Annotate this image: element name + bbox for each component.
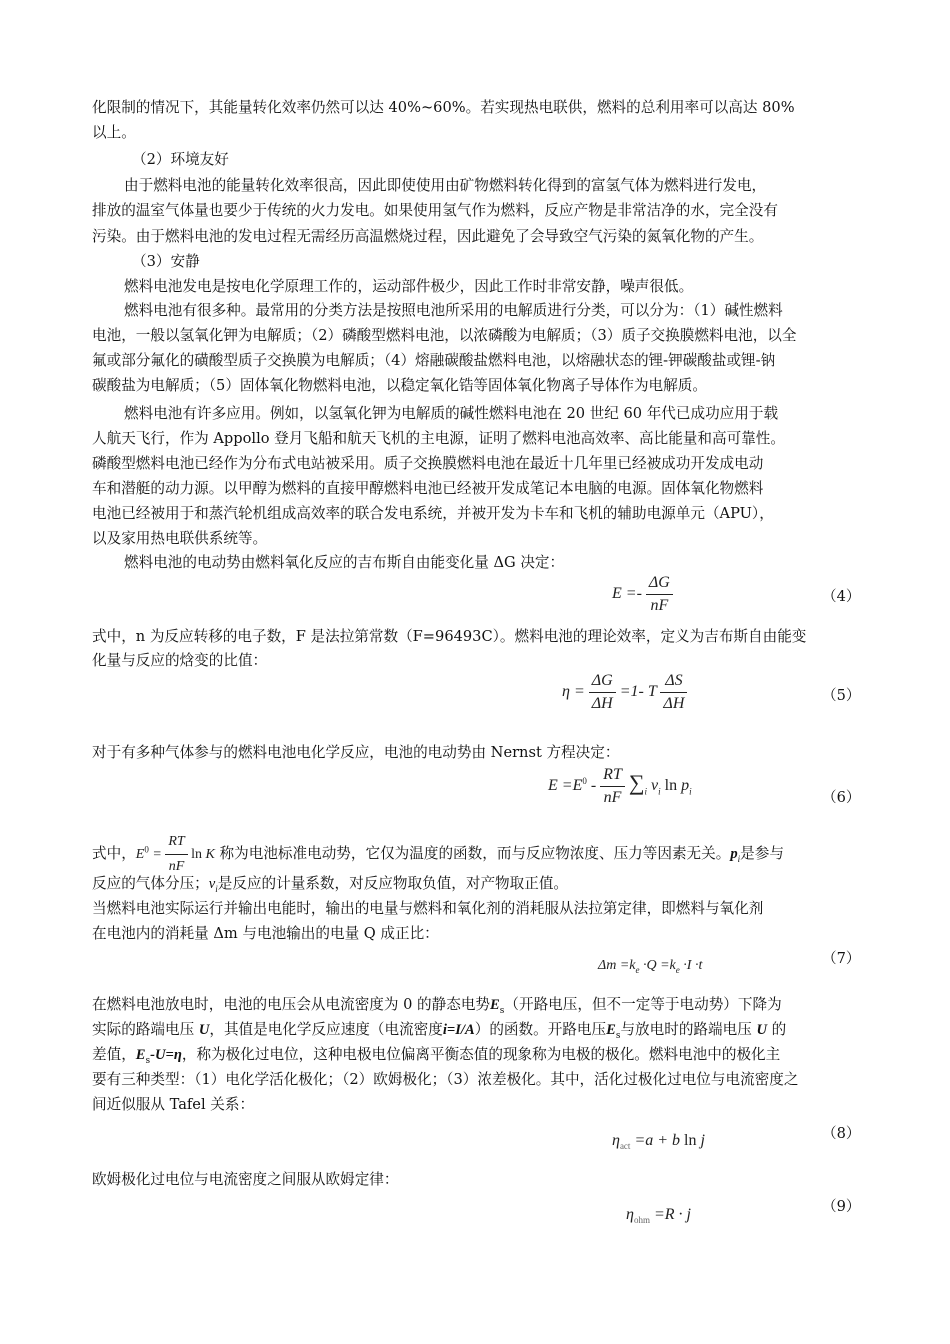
equation-number: （7） xyxy=(822,950,861,967)
text-line: 燃料电池有许多应用。例如，以氢氧化钾为电解质的碱性燃料电池在 20 世纪 60 年代已成功应用于载 xyxy=(124,405,779,422)
text-line: 电池，一般以氢氧化钾为电解质；（2）磷酸型燃料电池，以浓磷酸为电解质；（3）质子交换膜燃料电池，以全 xyxy=(92,327,797,344)
inline-equation: $E^0$ = $\frac{RT}{nF}$ ln K xyxy=(135,834,215,874)
text-line: 污染。由于燃料电池的发电过程无需经历高温燃烧过程，因此避免了会导致空气污染的氮氧化物的产生。 xyxy=(92,228,764,245)
text-line: 燃料电池发电是按电化学原理工作的，运动部件极少，因此工作时非常安静，噪声很低。 xyxy=(124,278,694,295)
text-line: 在电池内的消耗量 Δm 与电池输出的电量 Q 成正比： xyxy=(92,925,439,942)
equation-7: $\Delta m =k_e \cdot Q =k_e \cdot I \cdot t$ xyxy=(598,958,703,975)
text-line: 燃料电池的电动势由燃料氧化反应的吉布斯自由能变化量 ΔG 决定： xyxy=(124,554,565,571)
text-line xyxy=(92,995,782,1021)
symbol-E: E xyxy=(135,1047,146,1063)
equation-number: （8） xyxy=(822,1125,861,1142)
text-run: 的 xyxy=(771,1021,787,1038)
text-run: 实际的路端电压 xyxy=(92,1021,195,1038)
text-run: 是参与 xyxy=(740,845,784,862)
text-line: 碳酸盐为电解质；（5）固体氧化物燃料电池，以稳定氧化锆等固体氧化物离子导体作为电解质。 xyxy=(92,377,707,394)
symbol-sub: s xyxy=(615,1030,621,1041)
text-line: 欧姆极化过电位与电流密度之间服从欧姆定律： xyxy=(92,1171,399,1188)
text-line: 间近似服从 Tafel 关系： xyxy=(92,1096,255,1113)
equation-number: （6） xyxy=(822,789,861,806)
text-run: ，其值是电化学反应速度（电流密度 xyxy=(209,1021,443,1038)
symbol-E: E xyxy=(606,1022,616,1038)
text-line: 由于燃料电池的能量转化效率很高，因此即使使用由矿物燃料转化得到的富氢气体为燃料进行发电， xyxy=(124,177,767,194)
text-run: ）的函数。开路电压 xyxy=(474,1021,607,1038)
equation-8: $\eta_{act} =a + b$ ln j xyxy=(612,1132,705,1152)
symbol-sub: i xyxy=(737,853,741,864)
text-line: 式中，n 为反应转移的电子数，F 是法拉第常数（F=96493C）。燃料电池的理论效率，定义为吉布斯自由能变 xyxy=(92,628,807,645)
symbol-U: U xyxy=(756,1022,767,1038)
equation-4: E =- $\frac{\Delta G}{nF}$ xyxy=(612,574,673,615)
text-line: 车和潜艇的动力源。以甲醇为燃料的直接甲醇燃料电池已经被开发成笔记本电脑的电源。固体氧化物燃料 xyxy=(92,480,764,497)
text-run: 在燃料电池放电时，电池的电压会从电流密度为 0 的静态电势 xyxy=(92,996,491,1013)
equation-9: $\eta_{ohm} =R \cdot j$ xyxy=(626,1206,691,1226)
equation-5: η = $\frac{\Delta G}{\Delta H}$ =1- T $\frac{\Delta S}{\Delta H}$ xyxy=(562,672,687,713)
text-line: 电池已经被用于和蒸汽轮机组成高效率的联合发电系统，并被开发为卡车和飞机的辅助电源单元（APU）， xyxy=(92,505,774,522)
text-run: 反应的气体分压； xyxy=(92,875,209,892)
text-run: ，称为极化过电位，这种电极电位偏离平衡态值的现象称为电极的极化。燃料电池中的极化主 xyxy=(181,1046,781,1063)
text-line: 以及家用热电联供系统等。 xyxy=(92,530,268,547)
symbol-sub: s xyxy=(145,1055,151,1066)
text-line xyxy=(92,832,784,877)
text-line: 氟或部分氟化的磺酸型质子交换膜为电解质；（4）熔融碳酸盐燃料电池，以熔融状态的锂-钾碳酸盐或锂-钠 xyxy=(92,352,776,369)
symbol-sub: i xyxy=(215,883,218,894)
text-run: 是反应的计量系数，对反应物取负值，对产物取正值。 xyxy=(217,875,569,892)
symbol-sub: s xyxy=(499,1005,505,1016)
text-line: 磷酸型燃料电池已经作为分布式电站被采用。质子交换膜燃料电池在最近十几年里已经被成功开发成电动 xyxy=(92,455,764,472)
symbol-U: U xyxy=(198,1022,210,1038)
text-line: 当燃料电池实际运行并输出电能时，输出的电量与燃料和氧化剂的消耗服从法拉第定律，即燃料与氧化剂 xyxy=(92,900,764,917)
equation-number: （9） xyxy=(822,1198,861,1215)
text-run: 与放电时的路端电压 xyxy=(620,1021,752,1038)
text-line: 化限制的情况下，其能量转化效率仍然可以达 40%~60%。若实现热电联供，燃料的总利用率可以高达 80% xyxy=(92,99,795,116)
text-run: 差值， xyxy=(92,1046,136,1063)
text-line xyxy=(92,1020,786,1046)
symbol-v: v xyxy=(208,876,216,892)
equation-number: （4） xyxy=(822,588,861,605)
prefix-text: 式中， xyxy=(92,845,136,862)
text-line: 以上。 xyxy=(92,124,136,141)
text-line: 燃料电池有很多种。最常用的分类方法是按照电池所采用的电解质进行分类，可以分为：（1）碱性燃料 xyxy=(124,302,783,319)
text-line xyxy=(92,874,568,899)
symbol-overpotential: -U=η xyxy=(150,1047,182,1063)
symbol-E: E xyxy=(490,997,500,1013)
section-heading: （3）安静 xyxy=(132,253,200,270)
text-line xyxy=(92,1045,780,1071)
equation-6: $E =E^0$ - $\frac{RT}{nF}$ $\sum_i$ $v_i$ $\ln p_i$ xyxy=(548,766,692,806)
equation-number: （5） xyxy=(822,687,861,704)
text-line: 人航天飞行，作为 Appollo 登月飞船和航天飞机的主电源，证明了燃料电池高效率、高比能量和高可靠性。 xyxy=(92,430,785,447)
section-heading: （2）环境友好 xyxy=(132,151,229,168)
text-line: 要有三种类型：（1）电化学活化极化；（2）欧姆极化；（3）浓差极化。其中，活化过极化过电位与电流密度之 xyxy=(92,1071,799,1088)
text-line: 化量与反应的焓变的比值： xyxy=(92,652,268,669)
text-line: 排放的温室气体量也要少于传统的火力发电。如果使用氢气作为燃料，反应产物是非常洁净的水，完全没有 xyxy=(92,202,778,219)
symbol-current-density: i=I/A xyxy=(442,1022,475,1038)
text-line: 对于有多种气体参与的燃料电池电化学反应，电池的电动势由 Nernst 方程决定： xyxy=(92,744,620,761)
text-run: （开路电压，但不一定等于电动势）下降为 xyxy=(504,996,782,1013)
text-run: 称为电池标准电动势，它仅为温度的函数，而与反应物浓度、压力等因素无关。 xyxy=(219,845,731,862)
symbol-p: p xyxy=(730,846,738,862)
